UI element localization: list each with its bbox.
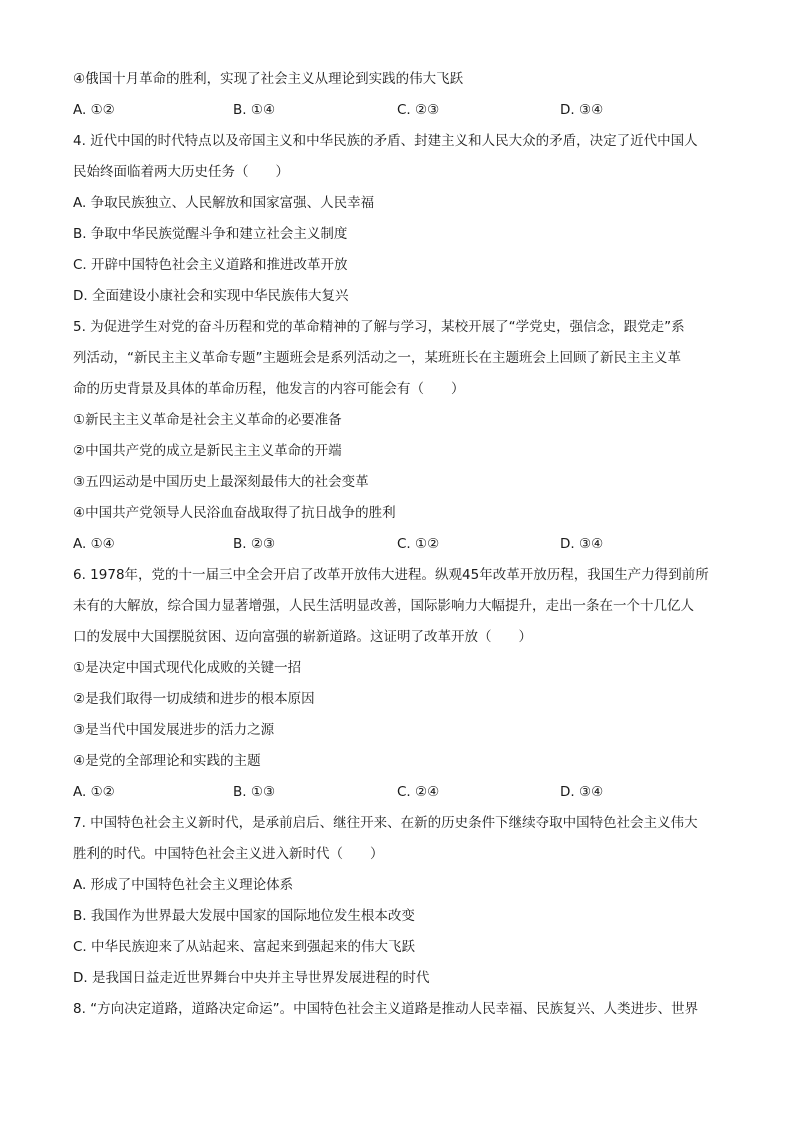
q5-choice-b: B. ②③ — [233, 536, 276, 552]
q7-stem-line-1: 7. 中国特色社会主义新时代，是承前启后、继往开来、在新的历史条件下继续夺取中国特色社会主义伟大 — [73, 815, 698, 831]
q5-item-2: ②中国共产党的成立是新民主主义革命的开端 — [73, 443, 342, 459]
q6-stem-line-2: 未有的大解放，综合国力显著增强，人民生活明显改善，国际影响力大幅提升，走出一条在一个十几亿人 — [73, 598, 694, 614]
q6-choice-c: C. ②④ — [397, 784, 440, 800]
q6-choice-d: D. ③④ — [560, 784, 604, 800]
q4-stem-line-2: 民始终面临着两大历史任务（ ） — [73, 164, 289, 180]
q6-item-3: ③是当代中国发展进步的活力之源 — [73, 722, 275, 738]
q5-choice-d: D. ③④ — [560, 536, 604, 552]
q6-choices — [73, 777, 725, 808]
q4-option-b: B. 争取中华民族觉醒斗争和建立社会主义制度 — [73, 226, 348, 242]
q3-choices — [73, 95, 725, 126]
q3-choice-a: A. ①② — [73, 102, 115, 118]
q6-item-4: ④是党的全部理论和实践的主题 — [73, 753, 261, 769]
q5-item-1: ①新民主主义革命是社会主义革命的必要准备 — [73, 412, 342, 428]
q5-stem-line-1: 5. 为促进学生对党的奋斗历程和党的革命精神的了解与学习，某校开展了“学党史，强信念，跟党走”系 — [73, 319, 685, 335]
q6-choice-b: B. ①③ — [233, 784, 276, 800]
q5-choice-c: C. ①② — [397, 536, 440, 552]
q4-option-c: C. 开辟中国特色社会主义道路和推进改革开放 — [73, 257, 348, 273]
q6-item-1: ①是决定中国式现代化成败的关键一招 — [73, 660, 302, 676]
q6-choice-a: A. ①② — [73, 784, 115, 800]
q7-option-d: D. 是我国日益走近世界舞台中央并主导世界发展进程的时代 — [73, 970, 430, 986]
q7-stem-line-2: 胜利的时代。中国特色社会主义进入新时代（ ） — [73, 846, 384, 862]
q5-item-4: ④中国共产党领导人民浴血奋战取得了抗日战争的胜利 — [73, 505, 396, 521]
q5-item-3: ③五四运动是中国历史上最深刻最伟大的社会变革 — [73, 474, 369, 490]
q7-option-b: B. 我国作为世界最大发展中国家的国际地位发生根本改变 — [73, 908, 415, 924]
q4-option-a: A. 争取民族独立、人民解放和国家富强、人民幸福 — [73, 195, 375, 211]
q3-choice-c: C. ②③ — [397, 102, 440, 118]
q3-choice-b: B. ①④ — [233, 102, 276, 118]
q4-option-d: D. 全面建设小康社会和实现中华民族伟大复兴 — [73, 288, 349, 304]
q3-item-4: ④俄国十月革命的胜利，实现了社会主义从理论到实践的伟大飞跃 — [73, 71, 464, 87]
q6-item-2: ②是我们取得一切成绩和进步的根本原因 — [73, 691, 315, 707]
exam-page — [73, 64, 725, 1025]
q6-stem-line-1: 6. 1978年，党的十一届三中全会开启了改革开放伟大进程。纵观45年改革开放历程，我国生产力得到前所 — [73, 567, 709, 583]
q4-stem-line-1: 4. 近代中国的时代特点以及帝国主义和中华民族的矛盾、封建主义和人民大众的矛盾，决定了近代中国人 — [73, 133, 698, 149]
q3-choice-d: D. ③④ — [560, 102, 604, 118]
q5-choice-a: A. ①④ — [73, 536, 115, 552]
q5-stem-line-2: 列活动，“新民主主义革命专题”主题班会是系列活动之一，某班班长在主题班会上回顾了新民主主义革 — [73, 350, 681, 366]
q5-stem-line-3: 命的历史背景及具体的革命历程，他发言的内容可能会有（ ） — [73, 381, 465, 397]
q5-choices — [73, 529, 725, 560]
q6-stem-line-3: 口的发展中大国摆脱贫困、迈向富强的崭新道路。这证明了改革开放（ ） — [73, 629, 532, 645]
q7-option-a: A. 形成了中国特色社会主义理论体系 — [73, 877, 294, 893]
q8-stem-line-1: 8. “方向决定道路，道路决定命运”。中国特色社会主义道路是推动人民幸福、民族复兴、人类进步、世界 — [73, 1001, 699, 1017]
q7-option-c: C. 中华民族迎来了从站起来、富起来到强起来的伟大飞跃 — [73, 939, 416, 955]
